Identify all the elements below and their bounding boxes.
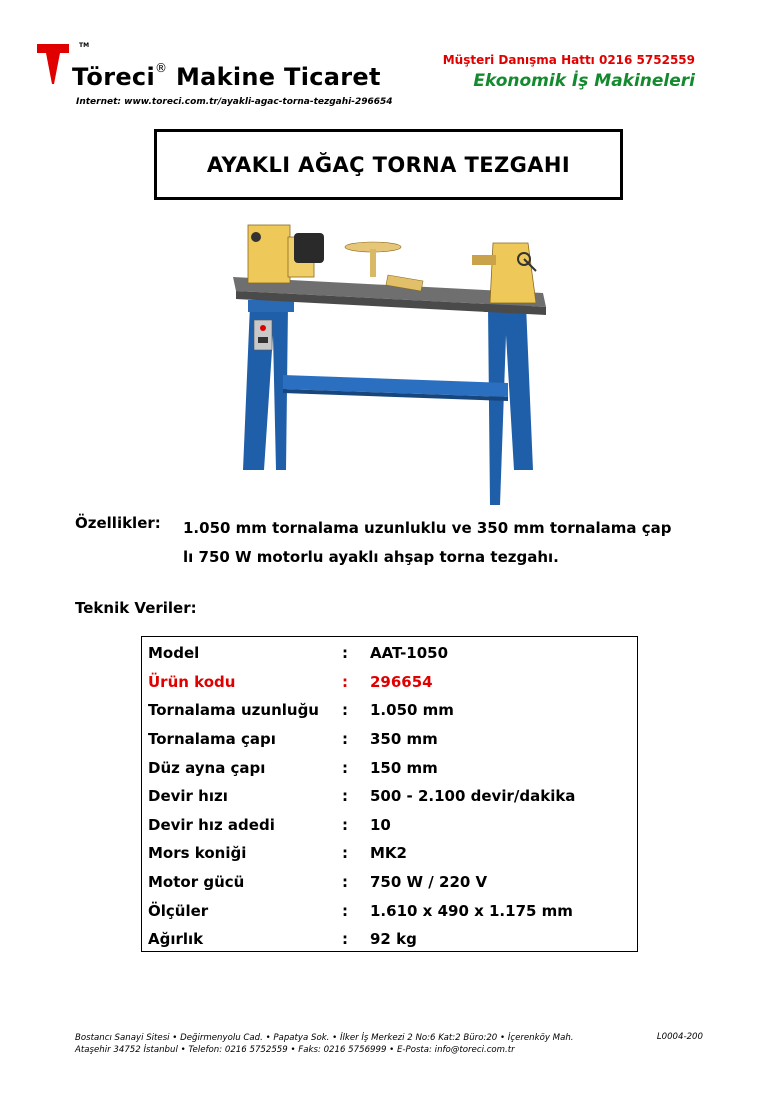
company-name: Töreci® Makine Ticaret bbox=[72, 61, 381, 91]
footer-line-1: Bostancı Sanayi Sitesi • Değirmenyolu Cad. • Papatya Sok. • İlker İş Merkezi 2 No:6 Kat:2 Büro:20 • İçerenköy Mah. bbox=[75, 1033, 574, 1043]
spec-key: Mors koniği bbox=[148, 844, 247, 863]
technical-data-label: Teknik Veriler: bbox=[75, 599, 197, 617]
spec-value: MK2 bbox=[370, 844, 407, 863]
spec-value: AAT-1050 bbox=[370, 644, 449, 663]
spec-row-turning-length bbox=[142, 696, 637, 725]
spec-key: Tornalama çapı bbox=[148, 730, 276, 749]
spec-separator: : bbox=[342, 873, 348, 892]
spec-value: 296654 bbox=[370, 672, 433, 691]
spec-separator: : bbox=[342, 844, 348, 863]
spec-row-model bbox=[142, 639, 637, 668]
spec-key: Devir hız adedi bbox=[148, 815, 275, 834]
spec-separator: : bbox=[342, 787, 348, 806]
trademark-mark: TM bbox=[79, 42, 90, 49]
spec-row-dimensions bbox=[142, 896, 637, 925]
product-title-box bbox=[154, 129, 623, 200]
spec-value: 92 kg bbox=[370, 930, 417, 949]
spec-value: 1.050 mm bbox=[370, 701, 454, 720]
spec-separator: : bbox=[342, 644, 348, 663]
spec-value: 10 bbox=[370, 815, 391, 834]
spec-table bbox=[141, 636, 638, 952]
website-url[interactable]: Internet: www.toreci.com.tr/ayakli-agac-torna-tezgahi-296654 bbox=[76, 97, 393, 107]
features-line-1: 1.050 mm tornalama uzunluklu ve 350 mm tornalama çap bbox=[183, 519, 672, 537]
spec-value: 500 - 2.100 devir/dakika bbox=[370, 787, 576, 806]
spec-separator: : bbox=[342, 930, 348, 949]
spec-value: 350 mm bbox=[370, 730, 438, 749]
spec-key: Devir hızı bbox=[148, 787, 228, 806]
spec-row-turning-diameter bbox=[142, 725, 637, 754]
spec-row-motor-power bbox=[142, 868, 637, 897]
spec-key: Tornalama uzunluğu bbox=[148, 701, 319, 720]
spec-key: Ölçüler bbox=[148, 901, 209, 920]
spec-separator: : bbox=[342, 701, 348, 720]
spec-row-weight bbox=[142, 925, 637, 954]
customer-hotline: Müşteri Danışma Hattı 0216 5752559 bbox=[442, 53, 695, 67]
spec-row-speed-count bbox=[142, 811, 637, 840]
spec-separator: : bbox=[342, 672, 348, 691]
spec-key: Motor gücü bbox=[148, 873, 245, 892]
product-title: AYAKLI AĞAÇ TORNA TEZGAHI bbox=[206, 152, 571, 177]
spec-separator: : bbox=[342, 815, 348, 834]
features-line-2: lı 750 W motorlu ayaklı ahşap torna tezgahı. bbox=[183, 548, 559, 566]
company-slogan: Ekonomik İş Makineleri bbox=[473, 71, 695, 91]
spec-key: Ağırlık bbox=[148, 930, 204, 949]
company-logo-icon bbox=[37, 44, 69, 84]
features-label: Özellikler: bbox=[75, 514, 161, 532]
spec-separator: : bbox=[342, 901, 348, 920]
wood-lathe-image bbox=[228, 215, 553, 505]
spec-value: 150 mm bbox=[370, 758, 438, 777]
spec-key: Düz ayna çapı bbox=[148, 758, 266, 777]
spec-value: 750 W / 220 V bbox=[370, 873, 488, 892]
spec-value: 1.610 x 490 x 1.175 mm bbox=[370, 901, 573, 920]
spec-row-morse-taper bbox=[142, 839, 637, 868]
spec-separator: : bbox=[342, 730, 348, 749]
document-code: L0004-200 bbox=[656, 1032, 703, 1042]
spec-row-faceplate-diameter bbox=[142, 753, 637, 782]
spec-key: Ürün kodu bbox=[148, 672, 236, 691]
spec-row-product-code bbox=[142, 668, 637, 697]
footer-line-2: Ataşehir 34752 İstanbul • Telefon: 0216 5752559 • Faks: 0216 5756999 • E-Posta: info@toreci.com.tr bbox=[75, 1045, 515, 1055]
footer-address bbox=[75, 1032, 574, 1056]
spec-row-speed bbox=[142, 782, 637, 811]
features-text bbox=[183, 514, 703, 572]
spec-key: Model bbox=[148, 644, 200, 663]
spec-separator: : bbox=[342, 758, 348, 777]
